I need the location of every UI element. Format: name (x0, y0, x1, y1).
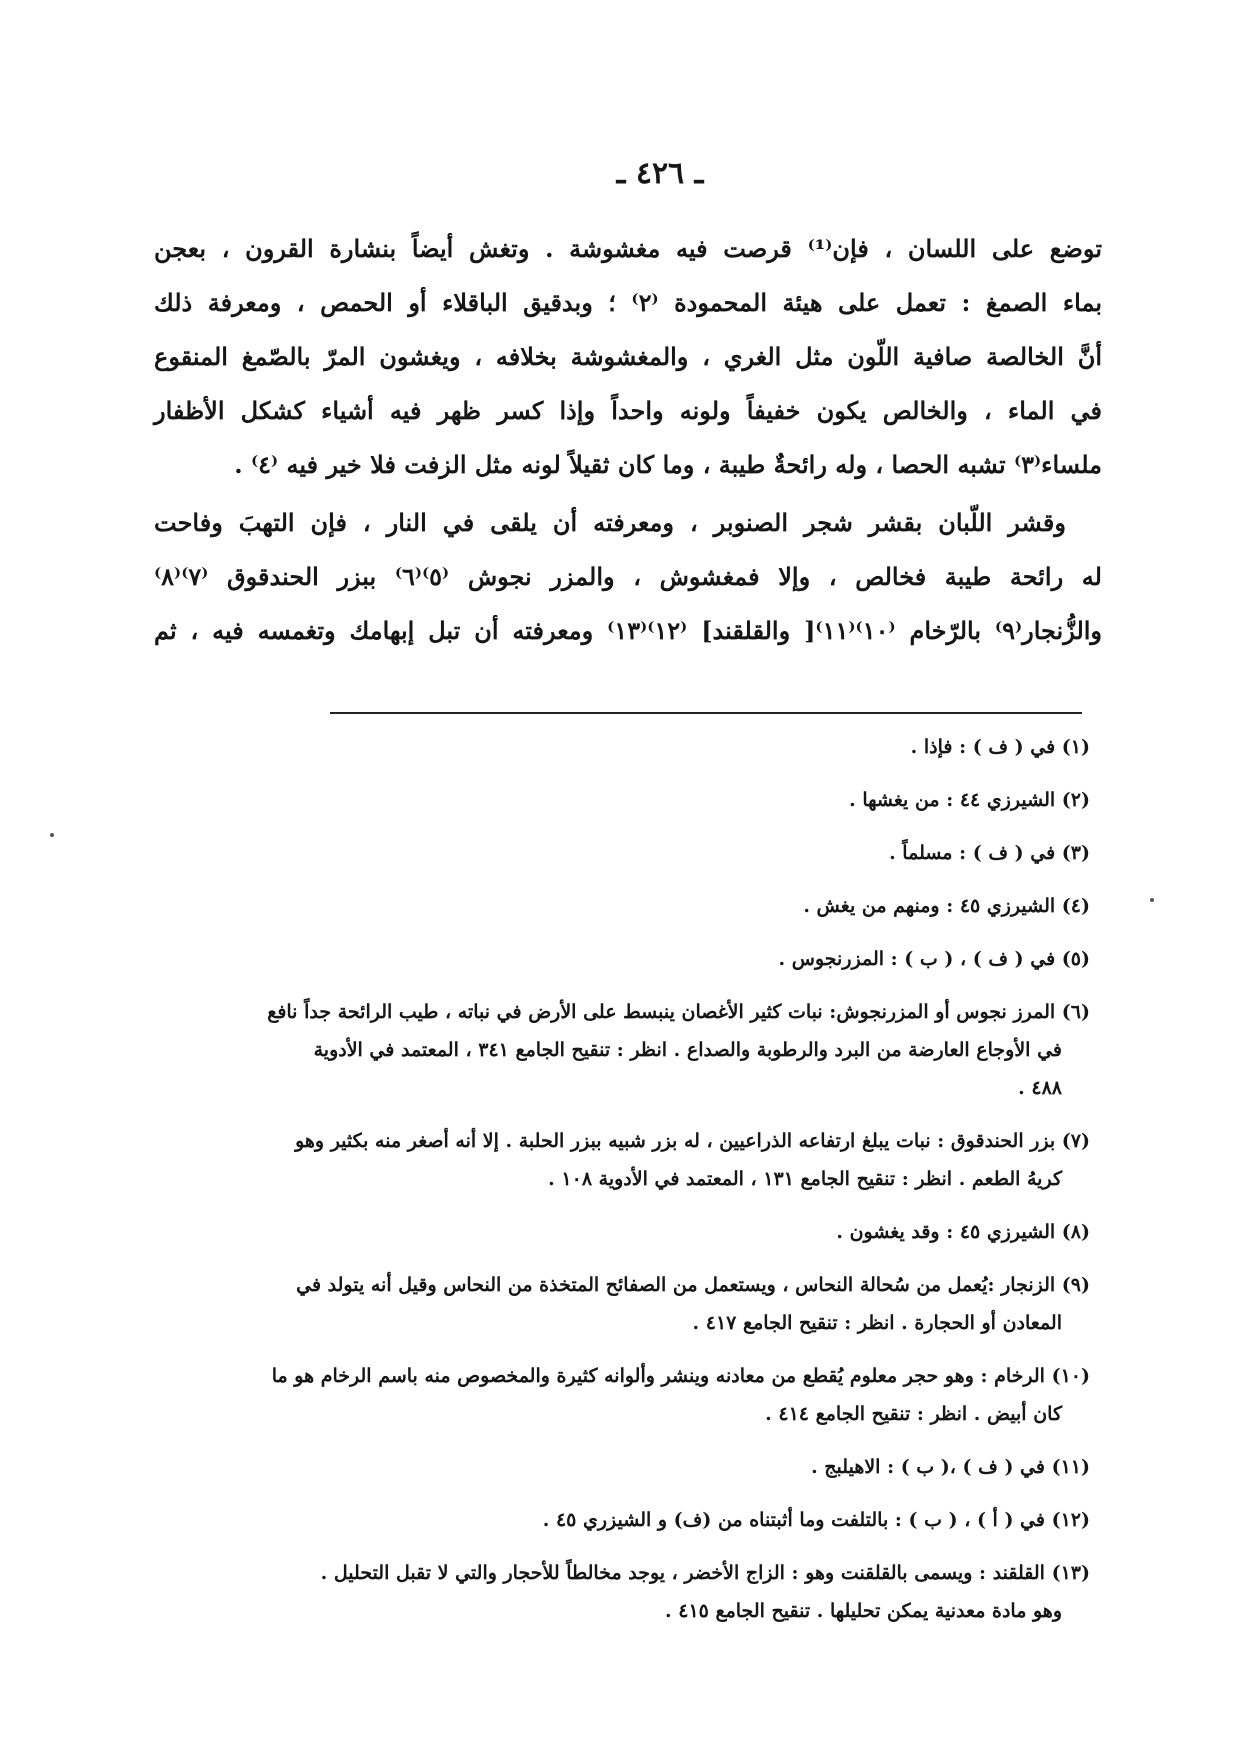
footnote-8 (160, 1213, 1090, 1251)
text-line: والزُّنجار⁽٩⁾ بالرّخام ⁽١٠⁾⁽١١⁾[ والقلقند] ⁽١٢⁾⁽١٣⁾ ومعرفته أن تبل إبهامك وتغمسه فيه ، ثم (154, 616, 1103, 645)
footnote-line: في الأوجاع العارضة من البرد والرطوبة والصداع . انظر : تنقيح الجامع ٣٤١ ، المعتمد في الأدوية (313, 1039, 1062, 1061)
footnote-4 (160, 887, 1090, 925)
footnote-5 (160, 940, 1090, 978)
footnote-11 (160, 1448, 1090, 1486)
text-line: بماء الصمغ : تعمل على هيئة المحمودة ⁽٢⁾ ؛ وبدقيق الباقلاء أو الحمص ، ومعرفة ذلك (154, 288, 1103, 317)
footnote-line: (٧) بزر الحندقوق : نبات يبلغ ارتفاعه الذراعيين ، له بزر شبيه ببزر الحلبة . إلا أنه أصغر منه بكثير وهو (295, 1130, 1090, 1152)
footnote-line: ٤٨٨ . (1018, 1077, 1062, 1099)
scan-speck (50, 833, 54, 837)
scan-speck (1150, 898, 1154, 902)
footnote-line: (٦) المرز نجوس أو المزرنجوش: نبات كثير الأغصان ينبسط على الأرض في نباته ، طيب الرائحة جداً نافع (267, 1001, 1090, 1023)
footnote-line: (١١) في ( ف ) ،( ب ) : الاهيلبج . (811, 1456, 1090, 1478)
main-text (154, 222, 1102, 658)
footnote-7 (160, 1122, 1090, 1198)
footnote-line: وهو مادة معدنية يمكن تحليلها . تنقيح الجامع ٤١٥ . (665, 1600, 1062, 1622)
footnote-line: (٨) الشيرزي ٤٥ : وقد يغشون . (836, 1221, 1090, 1243)
footnote-line: (٢) الشيرزي ٤٤ : من يغشها . (849, 789, 1090, 811)
footnote-9 (160, 1266, 1090, 1342)
text-line: في الماء ، والخالص يكون خفيفاً ولونه واحداً وإذا كسر ظهر فيه أشياء كشكل الأظفار (154, 396, 1103, 425)
text-line: له رائحة طيبة فخالص ، وإلا فمغشوش ، والمزر نجوش ⁽٥⁾⁽٦⁾ ببزر الحندقوق ⁽٧⁾⁽٨⁾ (154, 562, 1102, 591)
footnote-divider (330, 712, 1082, 714)
footnote-1 (160, 728, 1090, 766)
footnote-6 (160, 993, 1090, 1107)
footnote-10 (160, 1357, 1090, 1433)
page-number: ـ ٤٢٦ ـ (616, 156, 704, 191)
paragraph-2 (154, 496, 1102, 658)
text-line: توضع على اللسان ، فإن⁽¹⁾ قرصت فيه مغشوشة . وتغش أيضاً بنشارة القرون ، بعجن (154, 234, 1103, 263)
footnote-3 (160, 834, 1090, 872)
footnote-12 (160, 1501, 1090, 1539)
footnote-line: (٤) الشيرزي ٤٥ : ومنهم من يغش . (803, 895, 1090, 917)
text-line: وقشر اللّبان بقشر شجر الصنوبر ، ومعرفته أن يلقى في النار ، فإن التهبَ وفاحت (154, 508, 1066, 537)
footnote-line: كريهُ الطعم . انظر : تنقيح الجامع ١٣١ ، المعتمد في الأدوية ١٠٨ . (548, 1168, 1062, 1190)
text-line: ملساء⁽٣⁾ تشبه الحصا ، وله رائحةٌ طيبة ، وما كان ثقيلاً لونه مثل الزفت فلا خير فيه ⁽٤⁾ . (234, 450, 1102, 479)
footnote-13 (160, 1554, 1090, 1630)
footnote-line: (٩) الزنجار :يُعمل من سُحالة النحاس ، ويستعمل من الصفائح المتخذة من النحاس وقيل أنه يتولد في (296, 1274, 1090, 1296)
footnote-line: (١٠) الرخام : وهو حجر معلوم يُقطع من معادنه وينشر وألوانه كثيرة والمخصوص منه باسم الرخام هو ما (271, 1365, 1090, 1387)
text-line: أنَّ الخالصة صافية اللّون مثل الغري ، والمغشوشة بخلافه ، ويغشون المرّ بالصّمغ المنقوع (154, 342, 1102, 371)
footnotes (160, 728, 1090, 1645)
footnote-line: كان أبيض . انظر : تنقيح الجامع ٤١٤ . (765, 1403, 1062, 1425)
paragraph-1 (154, 222, 1102, 492)
footnote-line: (١٢) في ( أ ) ، ( ب ) : بالتلفت وما أثبتناه من (ف) و الشيزري ٤٥ . (542, 1509, 1090, 1531)
footnote-line: المعادن أو الحجارة . انظر : تنقيح الجامع ٤١٧ . (692, 1312, 1062, 1334)
footnote-line: (١) في ( ف ) : فإذا . (910, 736, 1090, 758)
footnote-line: (٥) في ( ف ) ، ( ب ) : المزرنجوس . (778, 948, 1090, 970)
footnote-2 (160, 781, 1090, 819)
footnote-line: (١٣) القلقند : ويسمى بالقلقنت وهو : الزاج الأخضر ، يوجد مخالطاً للأحجار والتي لا تقبل التحليل . (320, 1562, 1090, 1584)
footnote-line: (٣) في ( ف ) : مسلماً . (889, 842, 1090, 864)
